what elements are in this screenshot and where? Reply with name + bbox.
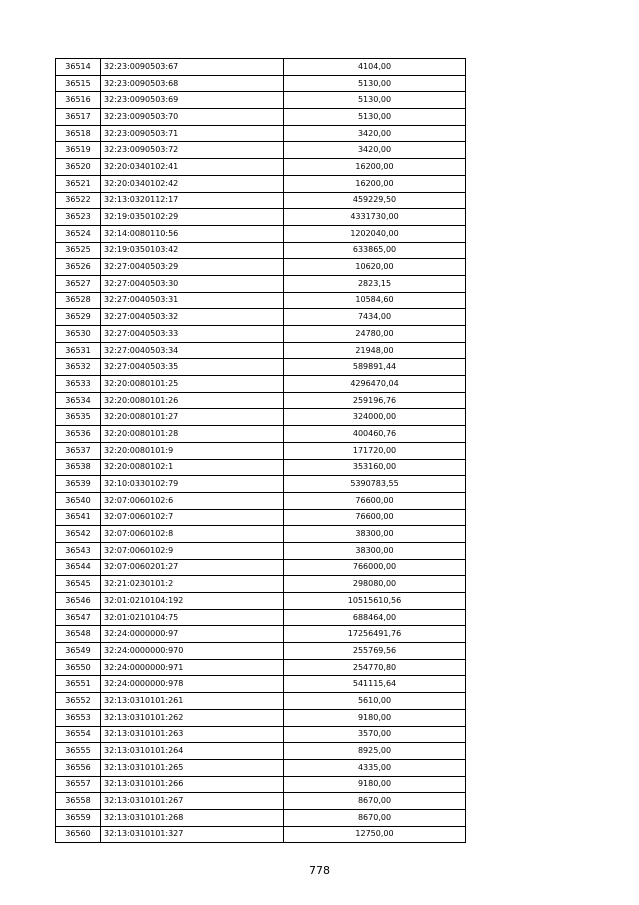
table-row: [56, 576, 466, 593]
row-number-cell: 36531: [56, 342, 101, 359]
table-row: [56, 309, 466, 326]
table-row: [56, 676, 466, 693]
cadastral-value-cell: 4104,00: [284, 59, 466, 76]
cadastral-value-cell: 4331730,00: [284, 209, 466, 226]
cadastral-number-cell: 32:27:0040503:31: [101, 292, 284, 309]
row-number-cell: 36518: [56, 125, 101, 142]
row-number-cell: 36560: [56, 826, 101, 843]
cadastral-value-cell: 541115,64: [284, 676, 466, 693]
row-number-cell: 36543: [56, 542, 101, 559]
cadastral-value-cell: 16200,00: [284, 175, 466, 192]
cadastral-number-cell: 32:13:0310101:327: [101, 826, 284, 843]
page-number: 778: [309, 864, 330, 877]
row-number-cell: 36530: [56, 326, 101, 343]
table-row: [56, 292, 466, 309]
cadastral-number-cell: 32:24:0000000:971: [101, 659, 284, 676]
table-row: [56, 159, 466, 176]
table-row: [56, 559, 466, 576]
cadastral-value-cell: 7434,00: [284, 309, 466, 326]
cadastral-value-cell: 459229,50: [284, 192, 466, 209]
cadastral-number-cell: 32:27:0040503:34: [101, 342, 284, 359]
table-row: [56, 709, 466, 726]
table-row: [56, 492, 466, 509]
row-number-cell: 36546: [56, 593, 101, 610]
row-number-cell: 36524: [56, 225, 101, 242]
cadastral-value-cell: 76600,00: [284, 509, 466, 526]
cadastral-number-cell: 32:13:0310101:265: [101, 759, 284, 776]
cadastral-number-cell: 32:13:0310101:264: [101, 743, 284, 760]
cadastral-number-cell: 32:07:0060102:6: [101, 492, 284, 509]
cadastral-number-cell: 32:23:0090503:69: [101, 92, 284, 109]
cadastral-number-cell: 32:23:0090503:68: [101, 75, 284, 92]
cadastral-number-cell: 32:27:0040503:32: [101, 309, 284, 326]
table-row: [56, 659, 466, 676]
row-number-cell: 36533: [56, 376, 101, 393]
row-number-cell: 36517: [56, 109, 101, 126]
table-row: [56, 459, 466, 476]
row-number-cell: 36553: [56, 709, 101, 726]
table-row: [56, 476, 466, 493]
cadastral-value-cell: 5130,00: [284, 75, 466, 92]
row-number-cell: 36539: [56, 476, 101, 493]
row-number-cell: 36528: [56, 292, 101, 309]
cadastral-number-cell: 32:13:0310101:262: [101, 709, 284, 726]
cadastral-number-cell: 32:23:0090503:71: [101, 125, 284, 142]
cadastral-value-cell: 1202040,00: [284, 225, 466, 242]
cadastral-value-cell: 324000,00: [284, 409, 466, 426]
cadastral-value-cell: 3570,00: [284, 726, 466, 743]
row-number-cell: 36520: [56, 159, 101, 176]
cadastral-number-cell: 32:24:0000000:978: [101, 676, 284, 693]
row-number-cell: 36547: [56, 609, 101, 626]
cadastral-value-cell: 633865,00: [284, 242, 466, 259]
row-number-cell: 36556: [56, 759, 101, 776]
table-row: [56, 609, 466, 626]
cadastral-value-cell: 10584,60: [284, 292, 466, 309]
table-row: [56, 593, 466, 610]
cadastral-number-cell: 32:01:0210104:75: [101, 609, 284, 626]
row-number-cell: 36514: [56, 59, 101, 76]
cadastral-value-cell: 171720,00: [284, 442, 466, 459]
cadastral-number-cell: 32:10:0330102:79: [101, 476, 284, 493]
cadastral-number-cell: 32:13:0310101:267: [101, 793, 284, 810]
row-number-cell: 36536: [56, 426, 101, 443]
cadastral-value-cell: 589891,44: [284, 359, 466, 376]
row-number-cell: 36535: [56, 409, 101, 426]
cadastral-number-cell: 32:20:0080101:27: [101, 409, 284, 426]
cadastral-number-cell: 32:14:0080110:56: [101, 225, 284, 242]
table-row: [56, 392, 466, 409]
table-row: [56, 109, 466, 126]
row-number-cell: 36549: [56, 643, 101, 660]
cadastral-number-cell: 32:20:0080101:25: [101, 376, 284, 393]
cadastral-value-cell: 2823,15: [284, 275, 466, 292]
row-number-cell: 36537: [56, 442, 101, 459]
cadastral-number-cell: 32:27:0040503:30: [101, 275, 284, 292]
table-row: [56, 359, 466, 376]
table-row: [56, 175, 466, 192]
cadastral-value-cell: 17256491,76: [284, 626, 466, 643]
row-number-cell: 36545: [56, 576, 101, 593]
table-row: [56, 142, 466, 159]
table-body: [56, 59, 466, 843]
cadastral-value-cell: 298080,00: [284, 576, 466, 593]
cadastral-number-cell: 32:20:0080101:28: [101, 426, 284, 443]
cadastral-value-cell: 5610,00: [284, 693, 466, 710]
cadastral-number-cell: 32:24:0000000:970: [101, 643, 284, 660]
row-number-cell: 36516: [56, 92, 101, 109]
cadastral-value-cell: 3420,00: [284, 125, 466, 142]
cadastral-value-cell: 3420,00: [284, 142, 466, 159]
cadastral-value-cell: 21948,00: [284, 342, 466, 359]
table-row: [56, 409, 466, 426]
table-row: [56, 192, 466, 209]
table-row: [56, 342, 466, 359]
row-number-cell: 36519: [56, 142, 101, 159]
cadastral-value-cell: 8670,00: [284, 793, 466, 810]
row-number-cell: 36526: [56, 259, 101, 276]
cadastral-number-cell: 32:20:0080101:26: [101, 392, 284, 409]
cadastral-value-cell: 38300,00: [284, 526, 466, 543]
cadastral-value-cell: 254770,80: [284, 659, 466, 676]
table-row: [56, 776, 466, 793]
row-number-cell: 36527: [56, 275, 101, 292]
row-number-cell: 36532: [56, 359, 101, 376]
cadastral-value-cell: 5390783,55: [284, 476, 466, 493]
row-number-cell: 36541: [56, 509, 101, 526]
cadastral-value-cell: 10620,00: [284, 259, 466, 276]
row-number-cell: 36544: [56, 559, 101, 576]
cadastral-value-cell: 76600,00: [284, 492, 466, 509]
table-row: [56, 92, 466, 109]
cadastral-number-cell: 32:24:0000000:97: [101, 626, 284, 643]
cadastral-value-cell: 400460,76: [284, 426, 466, 443]
row-number-cell: 36542: [56, 526, 101, 543]
row-number-cell: 36534: [56, 392, 101, 409]
row-number-cell: 36559: [56, 809, 101, 826]
cadastral-number-cell: 32:07:0060102:7: [101, 509, 284, 526]
table-row: [56, 759, 466, 776]
table-row: [56, 626, 466, 643]
row-number-cell: 36551: [56, 676, 101, 693]
cadastral-number-cell: 32:23:0090503:72: [101, 142, 284, 159]
table-row: [56, 209, 466, 226]
cadastral-value-cell: 4335,00: [284, 759, 466, 776]
table-row: [56, 75, 466, 92]
row-number-cell: 36558: [56, 793, 101, 810]
cadastral-value-cell: 16200,00: [284, 159, 466, 176]
cadastral-number-cell: 32:27:0040503:29: [101, 259, 284, 276]
cadastral-value-table: [55, 58, 466, 843]
cadastral-number-cell: 32:01:0210104:192: [101, 593, 284, 610]
row-number-cell: 36540: [56, 492, 101, 509]
row-number-cell: 36525: [56, 242, 101, 259]
row-number-cell: 36521: [56, 175, 101, 192]
table-row: [56, 125, 466, 142]
cadastral-number-cell: 32:13:0310101:263: [101, 726, 284, 743]
table-row: [56, 225, 466, 242]
row-number-cell: 36554: [56, 726, 101, 743]
cadastral-value-cell: 12750,00: [284, 826, 466, 843]
table-row: [56, 826, 466, 843]
table-row: [56, 59, 466, 76]
cadastral-value-cell: 9180,00: [284, 776, 466, 793]
row-number-cell: 36557: [56, 776, 101, 793]
row-number-cell: 36548: [56, 626, 101, 643]
row-number-cell: 36522: [56, 192, 101, 209]
cadastral-value-cell: 353160,00: [284, 459, 466, 476]
cadastral-value-cell: 8670,00: [284, 809, 466, 826]
cadastral-number-cell: 32:20:0080101:9: [101, 442, 284, 459]
table-row: [56, 643, 466, 660]
cadastral-number-cell: 32:13:0310101:266: [101, 776, 284, 793]
table-row: [56, 693, 466, 710]
cadastral-number-cell: 32:20:0340102:42: [101, 175, 284, 192]
row-number-cell: 36538: [56, 459, 101, 476]
table-row: [56, 275, 466, 292]
table-row: [56, 326, 466, 343]
cadastral-value-cell: 5130,00: [284, 92, 466, 109]
row-number-cell: 36555: [56, 743, 101, 760]
cadastral-value-cell: 24780,00: [284, 326, 466, 343]
table-row: [56, 259, 466, 276]
cadastral-number-cell: 32:27:0040503:33: [101, 326, 284, 343]
cadastral-number-cell: 32:23:0090503:70: [101, 109, 284, 126]
row-number-cell: 36552: [56, 693, 101, 710]
table-row: [56, 442, 466, 459]
table-row: [56, 242, 466, 259]
cadastral-number-cell: 32:19:0350102:29: [101, 209, 284, 226]
cadastral-value-cell: 259196,76: [284, 392, 466, 409]
cadastral-number-cell: 32:20:0340102:41: [101, 159, 284, 176]
cadastral-number-cell: 32:23:0090503:67: [101, 59, 284, 76]
table-row: [56, 542, 466, 559]
cadastral-value-cell: 766000,00: [284, 559, 466, 576]
cadastral-number-cell: 32:21:0230101:2: [101, 576, 284, 593]
cadastral-number-cell: 32:13:0310101:261: [101, 693, 284, 710]
table-row: [56, 376, 466, 393]
table-row: [56, 793, 466, 810]
cadastral-number-cell: 32:27:0040503:35: [101, 359, 284, 376]
row-number-cell: 36515: [56, 75, 101, 92]
cadastral-number-cell: 32:13:0310101:268: [101, 809, 284, 826]
cadastral-value-cell: 255769,56: [284, 643, 466, 660]
table-row: [56, 726, 466, 743]
row-number-cell: 36529: [56, 309, 101, 326]
cadastral-value-cell: 10515610,56: [284, 593, 466, 610]
cadastral-value-cell: 4296470,04: [284, 376, 466, 393]
cadastral-number-cell: 32:19:0350103:42: [101, 242, 284, 259]
cadastral-value-cell: 688464,00: [284, 609, 466, 626]
cadastral-number-cell: 32:07:0060102:8: [101, 526, 284, 543]
cadastral-value-cell: 5130,00: [284, 109, 466, 126]
cadastral-number-cell: 32:07:0060102:9: [101, 542, 284, 559]
row-number-cell: 36523: [56, 209, 101, 226]
table-row: [56, 526, 466, 543]
row-number-cell: 36550: [56, 659, 101, 676]
table-row: [56, 509, 466, 526]
cadastral-number-cell: 32:13:0320112:17: [101, 192, 284, 209]
cadastral-value-cell: 8925,00: [284, 743, 466, 760]
table-row: [56, 743, 466, 760]
table-row: [56, 426, 466, 443]
cadastral-number-cell: 32:20:0080102:1: [101, 459, 284, 476]
cadastral-value-cell: 9180,00: [284, 709, 466, 726]
cadastral-value-cell: 38300,00: [284, 542, 466, 559]
cadastral-number-cell: 32:07:0060201:27: [101, 559, 284, 576]
table-row: [56, 809, 466, 826]
